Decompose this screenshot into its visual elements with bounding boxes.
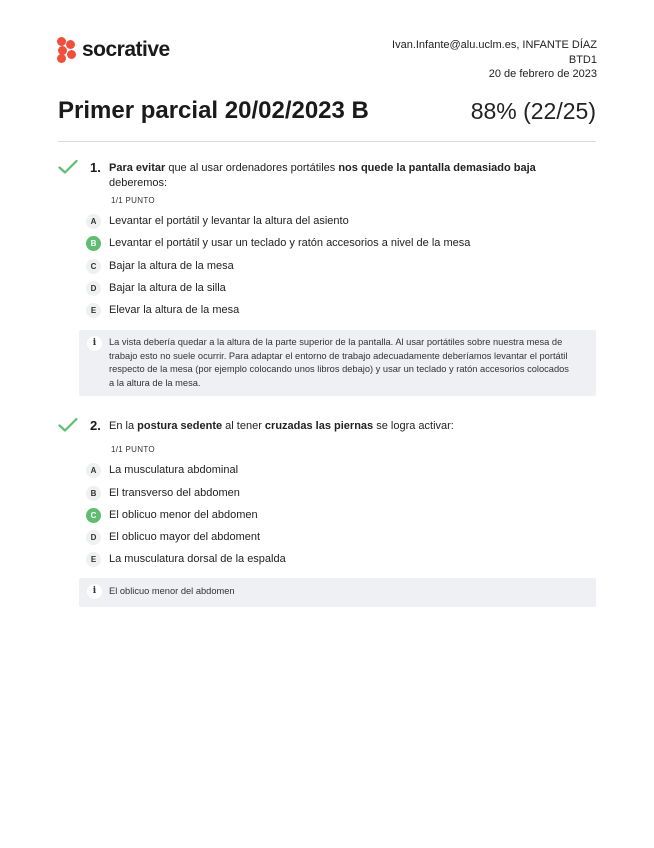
answer-option-b-correct <box>86 235 470 251</box>
correct-answer-badge: C <box>86 508 101 523</box>
answer-text: La musculatura abdominal <box>109 464 239 476</box>
info-icon: i <box>87 584 102 599</box>
answer-option-d <box>86 280 226 296</box>
info-icon: i <box>87 336 102 351</box>
answer-option-b <box>86 485 240 501</box>
answer-letter-badge: D <box>86 530 101 545</box>
explanation-text: La vista debería quedar a la altura de la parte superior de la pantalla. Al usar portátiles sobre nuestra mesa de trabajo esto no suele ocurrir. Para adaptar el entorno de trabajo adecuadamente deberíamos levantar el portátil respecto de la mesa (por ejemplo colocando unos libros debajo) y usar un teclado y ratón accesorios colocados a la altura de la mesa. <box>109 337 569 388</box>
quiz-date: 20 de febrero de 2023 <box>488 68 597 80</box>
class-name: BTD1 <box>568 53 597 66</box>
answer-option-c-correct <box>86 507 258 523</box>
answer-text: Levantar el portátil y levantar la altura del asiento <box>109 215 349 227</box>
question-text: En la postura sedente al tener cruzadas las piernas se logra activar: <box>109 420 454 432</box>
answer-option-a <box>86 213 349 229</box>
answer-option-e <box>86 551 286 567</box>
explanation-box <box>79 578 596 607</box>
question-points: 1/1 PUNTO <box>111 196 155 205</box>
answer-letter-badge: E <box>86 303 101 318</box>
check-icon <box>58 159 78 175</box>
answer-text: Elevar la altura de la mesa <box>109 304 240 316</box>
check-icon <box>58 417 78 433</box>
answer-option-d <box>86 529 260 545</box>
quiz-title: Primer parcial 20/02/2023 B <box>58 97 369 124</box>
answer-letter-badge: C <box>86 259 101 274</box>
answer-option-e <box>86 302 239 318</box>
explanation-text: El oblicuo menor del abdomen <box>109 586 235 596</box>
socrative-logo-icon <box>57 37 77 63</box>
answer-letter-badge: B <box>86 486 101 501</box>
answer-text: El oblicuo mayor del abdoment <box>109 531 261 543</box>
question-text: Para evitar que al usar ordenadores portátiles nos quede la pantalla demasiado baja deberemos: <box>109 162 536 189</box>
answer-letter-badge: A <box>86 463 101 478</box>
answer-text: Levantar el portátil y usar un teclado y ratón accesorios a nivel de la mesa <box>109 237 471 249</box>
answer-text: El transverso del abdomen <box>109 487 240 499</box>
answer-option-a <box>86 462 238 478</box>
logo-text: socrative <box>82 38 170 61</box>
correct-answer-badge: B <box>86 236 101 251</box>
header-divider <box>58 141 596 142</box>
socrative-logo <box>57 37 170 63</box>
answer-option-c <box>86 258 234 274</box>
question-number: 2. <box>90 418 101 433</box>
answer-letter-badge: A <box>86 214 101 229</box>
answer-letter-badge: E <box>86 552 101 567</box>
answer-letter-badge: D <box>86 281 101 296</box>
user-info <box>392 38 597 82</box>
answer-text: Bajar la altura de la mesa <box>109 260 234 272</box>
answer-text: El oblicuo menor del abdomen <box>109 509 258 521</box>
answer-text: La musculatura dorsal de la espalda <box>109 553 286 565</box>
quiz-score: 88% (22/25) <box>470 98 596 124</box>
explanation-box <box>79 330 596 396</box>
answer-text: Bajar la altura de la silla <box>109 282 226 294</box>
user-email: Ivan.Infante@alu.uclm.es, INFANTE DÍAZ <box>392 39 597 51</box>
question-number: 1. <box>90 160 101 175</box>
question-points: 1/1 PUNTO <box>111 445 155 454</box>
